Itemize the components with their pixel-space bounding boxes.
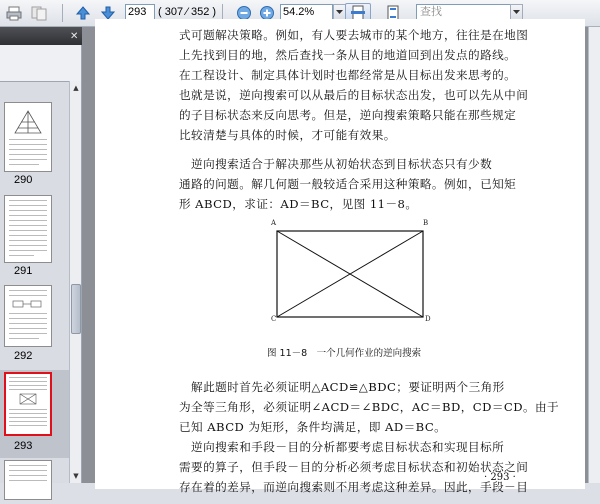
scroll-down-arrow-icon[interactable]: ▼ (73, 471, 79, 480)
thumbnail-label: 291 (14, 265, 33, 277)
scrollbar-thumb[interactable] (71, 284, 81, 334)
corner-label-b: B (423, 219, 429, 227)
thumbnail-page-image (4, 102, 52, 172)
corner-label-c: C (271, 315, 277, 323)
corner-label-a: A (271, 219, 277, 227)
text-line: 通路的问题。解几何题一般较适合采用这种策略。例如，已知矩 (179, 177, 517, 191)
search-input[interactable]: 查找 (416, 4, 512, 21)
text-line: 在工程设计、制定具体计划时也都经常是从目标出发来思考的。 (179, 68, 517, 82)
text-line: 逆向搜索和手段－目的分析都要考虑目标状态和实现目标所 (179, 440, 505, 454)
page-number-input[interactable]: 293 (125, 4, 155, 21)
text-line: 存在着的差异，而逆向搜索则不用考虑这种差异。因此，手段－目 (179, 480, 529, 494)
scroll-up-arrow-icon[interactable]: ▲ (73, 83, 79, 92)
rectangle-diagram (271, 225, 431, 325)
text-line: 的子目标状态来反向思考。但是，逆向搜索策略只能在那些规定 (179, 108, 517, 122)
corner-label-d: D (425, 315, 431, 323)
text-line: 也就是说，逆向搜索可以从最后的目标状态出发，也可以先从中间 (179, 88, 529, 102)
text-line: 比较清楚与具体的时候，才可能有效果。 (179, 128, 396, 142)
page-count-label: ( 307 ⁄ 352 ) (158, 6, 217, 18)
thumbnail-panel (0, 81, 69, 483)
previous-page-icon[interactable] (73, 3, 93, 23)
print-icon[interactable] (4, 3, 24, 23)
page-number-footer: · 293 · (484, 472, 516, 483)
thumbnail-label: 293 (14, 440, 33, 452)
text-line: 式可题解决策略。例如，有人要去城市的某个地方，往往是在地图 (179, 28, 529, 42)
thumbnail-label: 290 (14, 174, 33, 186)
zoom-level-input[interactable]: 54.2% (280, 4, 333, 21)
sidebar-close-icon[interactable]: ✕ (70, 31, 79, 42)
thumbnail-page-image (4, 195, 52, 263)
text-line: 需要的算子，但手段－目的分析必须考虑目标状态和初始状态之间 (179, 460, 529, 474)
text-line: 形 ABCD，求证：AD＝BC，见图 11－8。 (179, 197, 418, 211)
text-line: 上先找到目的地，然后查找一条从目的地道回到出发点的路线。 (179, 48, 517, 62)
text-line: 解此题时首先必须证明△ACD≌△BDC；要证明两个三角形 (179, 380, 505, 394)
text-line: 逆向搜索适合于解决那些从初始状态到目标状态只有少数 (179, 157, 493, 171)
figure-caption: 图 11－8 一个几何作业的逆向搜索 (267, 348, 422, 359)
text-line: 为全等三角形，必须证明∠ACD＝∠BDC，AC＝BD，CD＝CD。由于 (179, 400, 560, 414)
document-scrollbar[interactable] (588, 27, 600, 483)
document-viewport (82, 27, 588, 494)
document-page (95, 19, 585, 494)
text-line: 已知 ABCD 为矩形，条件均满足，即 AD＝BC。 (179, 420, 447, 434)
thumbnail-page-image (4, 372, 52, 436)
thumbnail-label: 292 (14, 350, 33, 362)
thumbnail-page-image (4, 285, 52, 347)
copy-icon[interactable] (30, 3, 50, 23)
thumbnail-page-image (4, 460, 52, 500)
thumbnail-scrollbar[interactable] (69, 81, 82, 483)
